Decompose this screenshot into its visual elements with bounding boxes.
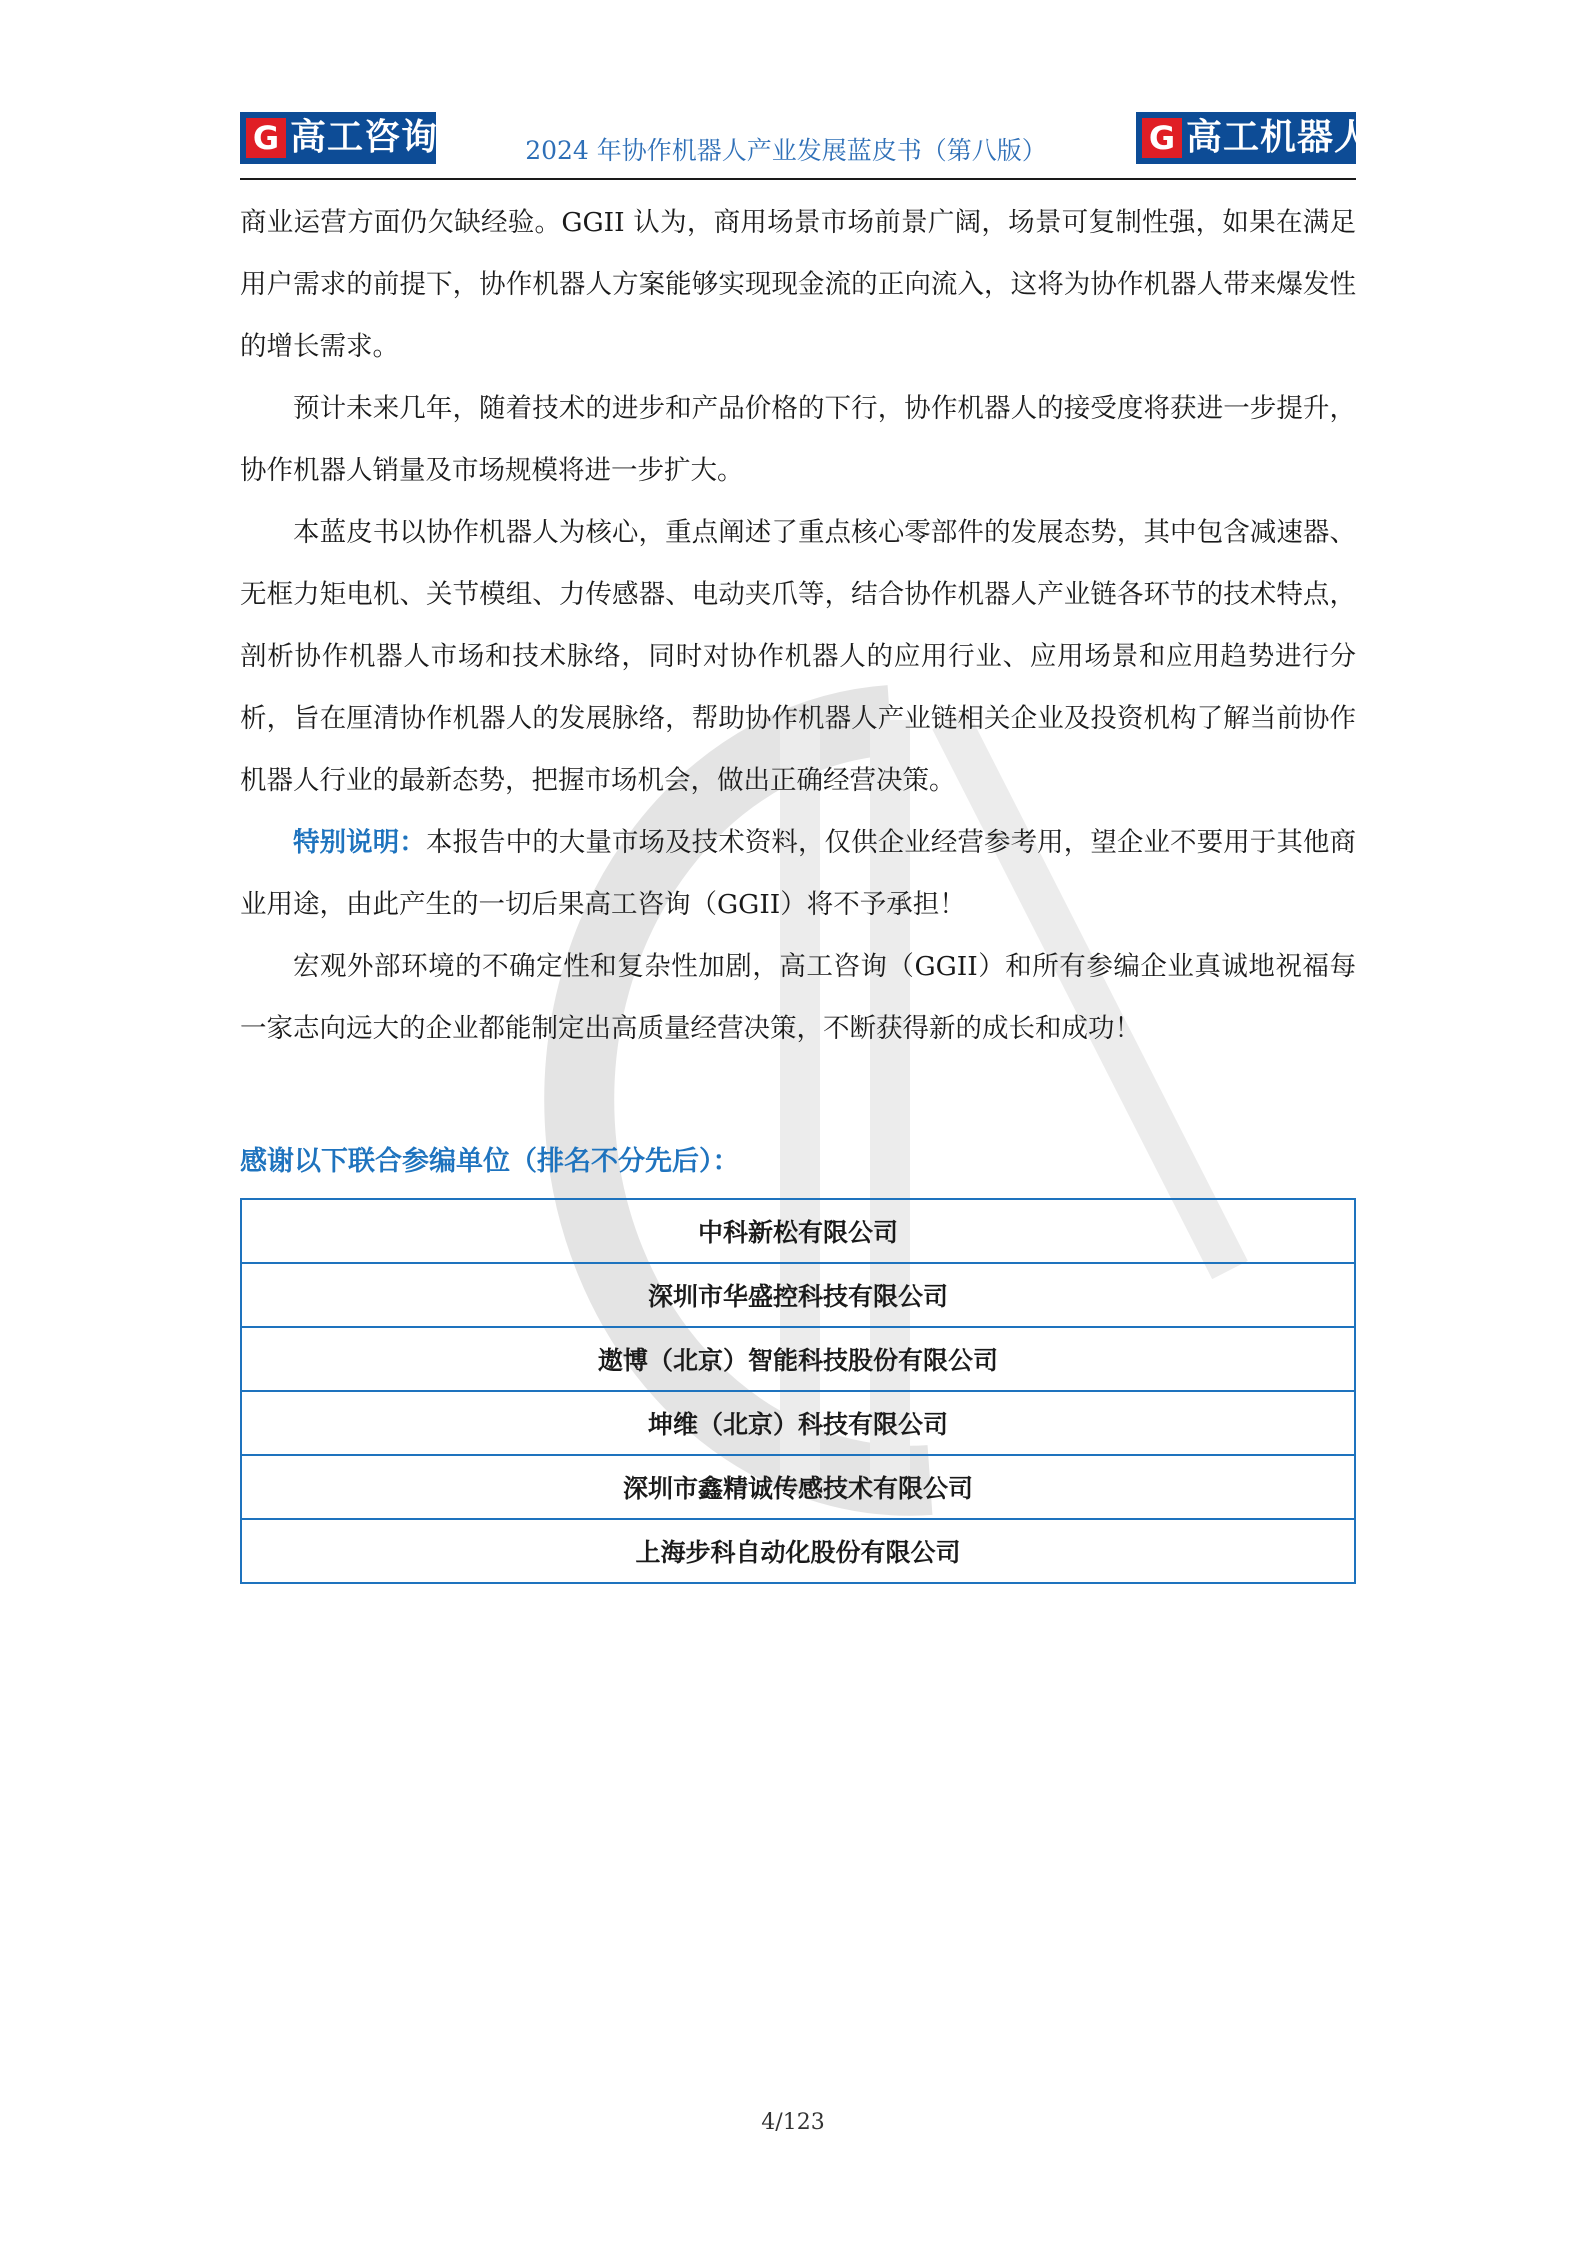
logo-text: 高工咨询 bbox=[290, 117, 439, 158]
co-editor-table bbox=[240, 1198, 1356, 1584]
logo-g-icon: G bbox=[1142, 118, 1182, 158]
paragraph: 宏观外部环境的不确定性和复杂性加剧，高工咨询（GGII）和所有参编企业真诚地祝福每一家志向远大的企业都能制定出高质量经营决策，不断获得新的成长和成功！ bbox=[240, 951, 1356, 1044]
body-content bbox=[240, 192, 1356, 1060]
paragraph: 本蓝皮书以协作机器人为核心，重点阐述了重点核心零部件的发展态势，其中包含减速器、无框力矩电机、关节模组、力传感器、电动夹爪等，结合协作机器人产业链各环节的技术特点，剖析协作机器人市场和技术脉络，同时对协作机器人的应用行业、应用场景和应用趋势进行分析，旨在厘清协作机器人的发展脉络，帮助协作机器人产业链相关企业及投资机构了解当前协作机器人行业的最新态势，把握市场机会，做出正确经营决策。 bbox=[240, 517, 1356, 796]
page-number: 4/123 bbox=[761, 2110, 825, 2135]
special-note bbox=[240, 812, 1356, 936]
logo-text: 高工机器人 bbox=[1186, 117, 1372, 158]
page-header bbox=[240, 112, 1372, 180]
table-row bbox=[241, 1327, 1355, 1391]
company-name: 坤维（北京）科技有限公司 bbox=[241, 1391, 1355, 1455]
special-note-text: 本报告中的大量市场及技术资料，仅供企业经营参考用，望企业不要用于其他商业用途，由此产生的一切后果高工咨询（GGII）将不予承担！ bbox=[240, 827, 1357, 920]
table-row bbox=[241, 1391, 1355, 1455]
table-row bbox=[241, 1519, 1355, 1583]
thanks-title: 感谢以下联合参编单位（排名不分先后）： bbox=[240, 1146, 740, 1177]
company-name: 深圳市鑫精诚传感技术有限公司 bbox=[241, 1455, 1355, 1519]
company-name: 遨博（北京）智能科技股份有限公司 bbox=[241, 1327, 1355, 1391]
gaogong-consulting-logo bbox=[240, 112, 439, 164]
table-row bbox=[241, 1199, 1355, 1263]
special-note-label: 特别说明： bbox=[293, 827, 426, 858]
gaogong-robot-logo bbox=[1136, 112, 1372, 164]
company-name: 上海步科自动化股份有限公司 bbox=[241, 1519, 1355, 1583]
paragraph: 商业运营方面仍欠缺经验。GGII 认为，商用场景市场前景广阔，场景可复制性强，如果在满足用户需求的前提下，协作机器人方案能够实现现金流的正向流入，这将为协作机器人带来爆发性的增长需求。 bbox=[240, 207, 1356, 362]
logo-g-icon: G bbox=[246, 118, 286, 158]
company-name: 中科新松有限公司 bbox=[241, 1199, 1355, 1263]
paragraph: 预计未来几年，随着技术的进步和产品价格的下行，协作机器人的接受度将获进一步提升，协作机器人销量及市场规模将进一步扩大。 bbox=[240, 393, 1356, 486]
table-row bbox=[241, 1263, 1355, 1327]
report-title: 2024 年协作机器人产业发展蓝皮书（第八版） bbox=[525, 136, 1047, 165]
company-name: 深圳市华盛控科技有限公司 bbox=[241, 1263, 1355, 1327]
table-row bbox=[241, 1455, 1355, 1519]
